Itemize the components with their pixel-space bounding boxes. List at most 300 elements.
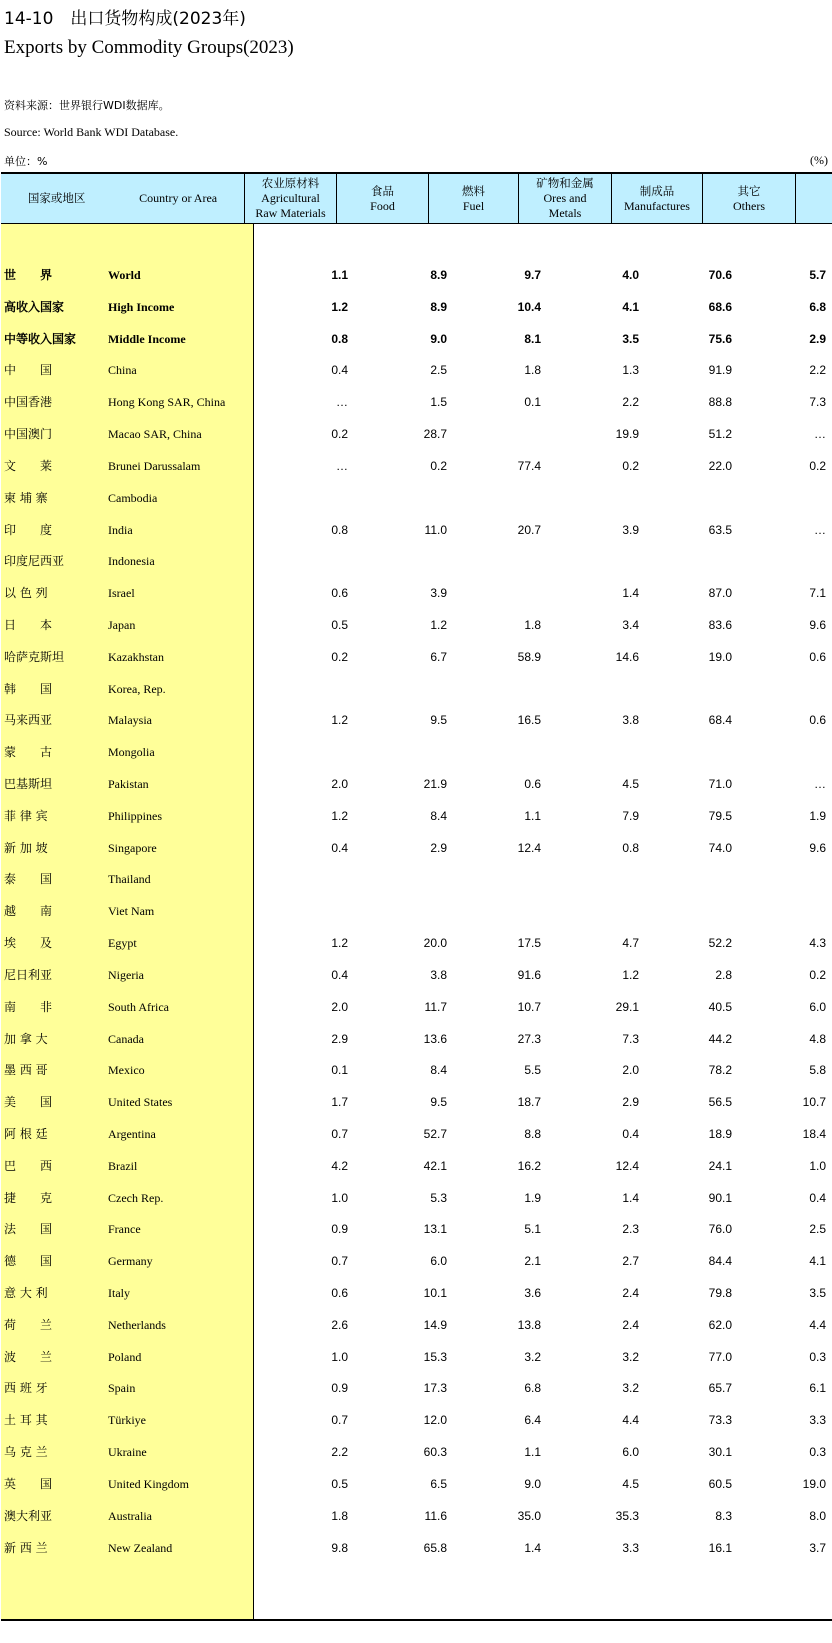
country-name-en: Poland <box>108 1349 142 1364</box>
value-cell: 3.5 <box>809 1286 826 1300</box>
value-cell: 2.5 <box>809 1222 826 1237</box>
value-cell: 0.8 <box>331 522 348 537</box>
country-name-zh: 印 度 <box>4 522 53 537</box>
value-cell: 0.4 <box>809 1190 826 1205</box>
table-row <box>0 1127 832 1159</box>
country-name-zh: 西 班 牙 <box>4 1381 48 1396</box>
header-manu-zh: 制成品 <box>639 183 675 198</box>
value-cell: 24.1 <box>708 1158 732 1173</box>
table-row <box>0 1413 832 1445</box>
value-cell: 1.0 <box>331 1190 348 1205</box>
value-cell: 2.4 <box>622 1286 639 1300</box>
table-row <box>0 586 832 618</box>
value-cell: 3.8 <box>622 713 639 728</box>
value-cell: 1.3 <box>622 363 639 378</box>
value-cell: 14.6 <box>615 649 639 664</box>
value-cell: 18.4 <box>802 1126 826 1141</box>
value-cell: 11.0 <box>424 522 447 537</box>
country-name-zh: 中国澳门 <box>4 427 53 442</box>
value-cell: 52.2 <box>708 936 732 951</box>
value-cell: 19.0 <box>708 649 732 664</box>
value-cell: 0.5 <box>331 617 348 632</box>
value-cell: 29.1 <box>615 999 639 1014</box>
value-cell: 51.2 <box>708 427 732 442</box>
value-cell: 0.8 <box>331 331 348 346</box>
value-cell: 35.0 <box>517 1508 541 1523</box>
value-cell: 2.3 <box>622 1222 639 1237</box>
value-cell: 19.9 <box>615 427 639 442</box>
value-cell: 0.9 <box>331 1381 348 1396</box>
table-row <box>0 554 832 586</box>
table-header <box>1 172 832 224</box>
value-cell: 0.2 <box>622 458 639 473</box>
country-name-zh: 乌 克 兰 <box>4 1445 48 1460</box>
header-agri-zh: 农业原材料 <box>261 176 320 190</box>
value-cell: 91.9 <box>708 363 732 378</box>
value-cell: … <box>336 458 348 473</box>
value-cell: 0.2 <box>809 458 826 473</box>
value-cell: 15.3 <box>423 1349 447 1364</box>
value-cell: 16.5 <box>517 713 541 728</box>
value-cell: 8.4 <box>430 1063 447 1078</box>
value-cell: 0.6 <box>809 713 826 728</box>
source-note-en: Source: World Bank WDI Database. <box>4 125 179 139</box>
value-cell: 7.3 <box>622 1031 639 1046</box>
value-cell: 1.9 <box>809 808 826 823</box>
country-name-zh: 中 国 <box>4 363 53 378</box>
value-cell: 5.5 <box>524 1063 541 1078</box>
header-fuel-en: Fuel <box>462 198 485 213</box>
country-name-en: Korea, Rep. <box>108 681 166 696</box>
value-cell: 0.4 <box>331 967 348 982</box>
value-cell: 5.3 <box>430 1190 447 1205</box>
value-cell: 6.0 <box>430 1254 447 1269</box>
country-name-zh: 哈萨克斯坦 <box>4 649 65 664</box>
country-name-zh: 美 国 <box>4 1095 53 1110</box>
country-name-en: Egypt <box>108 936 137 951</box>
country-name-en: Brazil <box>108 1158 138 1173</box>
value-cell: 1.1 <box>331 268 348 282</box>
country-name-en: High Income <box>108 299 175 314</box>
value-cell: 2.1 <box>524 1254 541 1269</box>
country-name-zh: 捷 克 <box>4 1190 53 1205</box>
value-cell: 21.9 <box>423 777 447 791</box>
value-cell: 42.1 <box>423 1158 447 1173</box>
table-row <box>0 1095 832 1127</box>
value-cell: 73.3 <box>708 1413 732 1428</box>
country-name-en: United Kingdom <box>108 1476 189 1491</box>
value-cell: 4.1 <box>809 1254 826 1269</box>
value-cell: 9.5 <box>430 1095 447 1110</box>
value-cell: 6.8 <box>524 1381 541 1396</box>
value-cell: 1.4 <box>622 586 639 601</box>
value-cell: 0.5 <box>331 1476 348 1491</box>
value-cell: 1.4 <box>622 1190 639 1205</box>
table-row <box>0 459 832 491</box>
value-cell: 1.0 <box>809 1158 826 1173</box>
value-cell: 90.1 <box>708 1190 732 1205</box>
table-row <box>0 1286 832 1318</box>
value-cell: 0.4 <box>622 1126 639 1141</box>
country-name-en: Ukraine <box>108 1445 147 1460</box>
country-name-en: South Africa <box>108 999 169 1014</box>
unit-label: 单位：% <box>4 155 48 168</box>
table-row <box>0 1541 832 1573</box>
header-food-en: Food <box>370 198 395 213</box>
value-cell: 3.9 <box>430 586 447 601</box>
table-row <box>0 841 832 873</box>
country-name-en: Viet Nam <box>108 904 155 919</box>
value-cell: 12.0 <box>423 1413 447 1428</box>
value-cell: 63.5 <box>708 522 732 537</box>
country-name-en: Hong Kong SAR, China <box>108 395 226 410</box>
table-row <box>0 745 832 777</box>
country-name-zh: 文 莱 <box>4 458 53 473</box>
value-cell: 3.4 <box>622 617 639 632</box>
header-ores <box>519 174 611 223</box>
value-cell: 0.2 <box>430 458 447 473</box>
country-name-en: Nigeria <box>108 967 144 982</box>
value-cell: 4.0 <box>622 268 639 282</box>
value-cell: 3.3 <box>622 1540 639 1555</box>
value-cell: 1.2 <box>622 967 639 982</box>
value-cell: 19.0 <box>802 1476 826 1491</box>
value-cell: 79.5 <box>708 808 732 823</box>
value-cell: 18.9 <box>708 1126 732 1141</box>
value-cell: 0.2 <box>331 649 348 664</box>
value-cell: 91.6 <box>517 967 541 982</box>
value-cell: 1.8 <box>331 1508 348 1523</box>
value-cell: 1.2 <box>331 299 348 314</box>
value-cell: 1.7 <box>331 1095 348 1110</box>
country-name-zh: 蒙 古 <box>4 745 53 760</box>
header-others-zh: 其它 <box>737 183 761 198</box>
value-cell: 30.1 <box>708 1445 732 1460</box>
value-cell: 9.6 <box>809 840 826 855</box>
value-cell: 1.2 <box>430 617 447 632</box>
table-row <box>0 1509 832 1541</box>
value-cell: 4.1 <box>622 299 639 314</box>
table-row <box>0 1254 832 1286</box>
country-name-zh: 马来西亚 <box>4 713 53 728</box>
value-cell: 2.9 <box>430 840 447 855</box>
table-row <box>0 491 832 523</box>
country-name-zh: 中等收入国家 <box>4 331 77 346</box>
country-name-en: Mongolia <box>108 745 155 760</box>
value-cell: 74.0 <box>708 840 732 855</box>
country-name-zh: 阿 根 廷 <box>4 1126 48 1141</box>
header-agri <box>245 174 336 223</box>
country-name-zh: 高收入国家 <box>4 299 65 314</box>
value-cell: 78.2 <box>708 1063 732 1078</box>
value-cell: 44.2 <box>708 1031 732 1046</box>
table-row <box>0 1477 832 1509</box>
table-row <box>0 682 832 714</box>
header-food-zh: 食品 <box>371 183 394 198</box>
value-cell: 56.5 <box>708 1095 732 1110</box>
country-name-zh: 韩 国 <box>4 681 53 696</box>
country-name-en: Thailand <box>108 872 151 887</box>
value-cell: 10.7 <box>802 1095 826 1110</box>
value-cell: 9.0 <box>430 331 447 346</box>
value-cell: 0.2 <box>809 967 826 982</box>
country-name-zh: 法 国 <box>4 1222 53 1237</box>
country-name-en: Brunei Darussalam <box>108 458 201 473</box>
table-bottom-rule <box>1 1619 832 1621</box>
table-row <box>0 268 832 300</box>
value-cell: 10.1 <box>423 1286 447 1300</box>
value-cell: 2.8 <box>715 967 732 982</box>
value-cell: 0.2 <box>331 427 348 442</box>
country-name-en: World <box>108 268 141 282</box>
value-cell: 8.1 <box>524 331 541 346</box>
country-name-en: New Zealand <box>108 1540 173 1555</box>
value-cell: 2.2 <box>622 395 639 410</box>
value-cell: 2.7 <box>622 1254 639 1269</box>
value-cell: 0.7 <box>331 1254 348 1269</box>
value-cell: 2.9 <box>331 1031 348 1046</box>
value-cell: 35.3 <box>615 1508 639 1523</box>
value-cell: 4.3 <box>809 936 826 951</box>
value-cell: 1.0 <box>331 1349 348 1364</box>
value-cell: 2.0 <box>331 777 348 791</box>
value-cell: 0.7 <box>331 1413 348 1428</box>
country-name-zh: 柬 埔 寨 <box>4 490 48 505</box>
value-cell: 11.6 <box>424 1508 447 1523</box>
country-name-en: Malaysia <box>108 713 152 728</box>
value-cell: 0.1 <box>524 395 541 410</box>
value-cell: 13.8 <box>517 1317 541 1332</box>
country-name-zh: 澳大利亚 <box>4 1508 53 1523</box>
value-cell: 0.6 <box>331 586 348 601</box>
value-cell: 6.7 <box>430 649 447 664</box>
value-cell: 1.8 <box>524 617 541 632</box>
country-name-zh: 新 西 兰 <box>4 1540 48 1555</box>
value-cell: 9.5 <box>430 713 447 728</box>
table-row <box>0 809 832 841</box>
value-cell: 0.4 <box>331 363 348 378</box>
table-row <box>0 1381 832 1413</box>
value-cell: 88.8 <box>708 395 732 410</box>
value-cell: 83.6 <box>708 617 732 632</box>
value-cell: 3.5 <box>622 331 639 346</box>
table-row <box>0 1032 832 1064</box>
country-name-en: Cambodia <box>108 490 158 505</box>
country-name-en: Singapore <box>108 840 157 855</box>
value-cell: 68.4 <box>708 713 732 728</box>
value-cell: 79.8 <box>708 1286 732 1300</box>
value-cell: 0.3 <box>809 1445 826 1460</box>
value-cell: 7.1 <box>809 586 826 601</box>
header-others <box>703 174 795 223</box>
country-name-zh: 南 非 <box>4 999 53 1014</box>
value-cell: 6.8 <box>809 299 826 314</box>
table-row <box>0 300 832 332</box>
country-name-en: Middle Income <box>108 331 186 346</box>
value-cell: 0.4 <box>331 840 348 855</box>
value-cell: 10.7 <box>517 999 541 1014</box>
value-cell: 71.0 <box>708 777 732 791</box>
header-ores-zh: 矿物和金属 <box>536 176 594 190</box>
value-cell: 13.6 <box>423 1031 447 1046</box>
country-name-en: Australia <box>108 1508 152 1523</box>
value-cell: 75.6 <box>708 331 732 346</box>
header-food <box>337 174 428 223</box>
value-cell: 4.8 <box>809 1031 826 1046</box>
header-manu <box>612 174 702 223</box>
country-name-zh: 泰 国 <box>4 872 53 887</box>
source-note-zh: 资料来源：世界银行WDI数据库。 <box>4 99 170 112</box>
value-cell: 8.4 <box>430 808 447 823</box>
country-name-en: Japan <box>108 617 136 632</box>
value-cell: 6.0 <box>809 999 826 1014</box>
value-cell: 9.6 <box>809 617 826 632</box>
value-cell: 3.7 <box>809 1540 826 1555</box>
value-cell: 1.8 <box>524 363 541 378</box>
table-row <box>0 1191 832 1223</box>
value-cell: 28.7 <box>423 427 447 442</box>
value-cell: 77.0 <box>708 1349 732 1364</box>
table-row <box>0 777 832 809</box>
country-name-en: Kazakhstan <box>108 649 164 664</box>
value-cell: 3.2 <box>524 1349 541 1364</box>
table-row <box>0 1445 832 1477</box>
value-cell: 77.4 <box>517 458 541 473</box>
value-cell: 9.8 <box>331 1540 348 1555</box>
value-cell: 65.7 <box>708 1381 732 1396</box>
value-cell: 2.4 <box>622 1317 639 1332</box>
table-row <box>0 713 832 745</box>
table-body <box>0 268 832 1572</box>
value-cell: 6.4 <box>524 1413 541 1428</box>
header-agri-en1: Agricultural <box>261 191 320 205</box>
value-cell: … <box>814 522 826 537</box>
value-cell: 10.4 <box>517 299 541 314</box>
value-cell: 0.6 <box>331 1286 348 1300</box>
country-name-en: Czech Rep. <box>108 1190 164 1205</box>
value-cell: 17.5 <box>517 936 541 951</box>
value-cell: 1.2 <box>331 713 348 728</box>
value-cell: 62.0 <box>708 1317 732 1332</box>
value-cell: 1.2 <box>331 808 348 823</box>
value-cell: … <box>336 395 348 410</box>
country-name-zh: 巴 西 <box>4 1158 53 1173</box>
value-cell: 5.1 <box>524 1222 541 1237</box>
value-cell: 52.7 <box>423 1126 447 1141</box>
value-cell: 5.7 <box>809 268 826 282</box>
country-name-zh: 印度尼西亚 <box>4 554 65 569</box>
table-row <box>0 1000 832 1032</box>
value-cell: 2.6 <box>331 1317 348 1332</box>
value-cell: 5.8 <box>809 1063 826 1078</box>
value-cell: 60.5 <box>708 1476 732 1491</box>
value-cell: … <box>814 427 826 442</box>
country-name-en: Mexico <box>108 1063 145 1078</box>
country-name-zh: 波 兰 <box>4 1349 53 1364</box>
country-name-zh: 土 耳 其 <box>4 1413 48 1428</box>
value-cell: 40.5 <box>708 999 732 1014</box>
country-name-en: Germany <box>108 1254 153 1269</box>
value-cell: 2.2 <box>331 1445 348 1460</box>
value-cell: 87.0 <box>708 586 732 601</box>
value-cell: 1.9 <box>524 1190 541 1205</box>
value-cell: 6.5 <box>430 1476 447 1491</box>
value-cell: 4.5 <box>622 1476 639 1491</box>
value-cell: 2.9 <box>809 331 826 346</box>
table-row <box>0 618 832 650</box>
value-cell: 76.0 <box>708 1222 732 1237</box>
table-row <box>0 363 832 395</box>
value-cell: 8.9 <box>430 299 447 314</box>
country-name-zh: 埃 及 <box>4 936 53 951</box>
country-name-en: United States <box>108 1095 173 1110</box>
value-cell: 60.3 <box>423 1445 447 1460</box>
value-cell: 8.3 <box>715 1508 732 1523</box>
value-cell: 65.8 <box>423 1540 447 1555</box>
value-cell: 7.9 <box>622 808 639 823</box>
value-cell: 4.4 <box>809 1317 826 1332</box>
country-name-zh: 德 国 <box>4 1254 53 1269</box>
country-name-en: Italy <box>108 1286 130 1300</box>
country-name-zh: 巴基斯坦 <box>4 777 53 791</box>
value-cell: 2.0 <box>331 999 348 1014</box>
value-cell: 8.9 <box>430 268 447 282</box>
value-cell: 2.5 <box>430 363 447 378</box>
table-row <box>0 523 832 555</box>
value-cell: 84.4 <box>708 1254 732 1269</box>
table-row <box>0 332 832 364</box>
header-country-en: Country or Area <box>139 191 218 205</box>
header-country <box>1 174 244 223</box>
value-cell: 8.0 <box>809 1508 826 1523</box>
country-name-en: Indonesia <box>108 554 155 569</box>
country-name-en: Macao SAR, China <box>108 427 202 442</box>
value-cell: 3.2 <box>622 1381 639 1396</box>
value-cell: 2.2 <box>809 363 826 378</box>
percent-label: (%) <box>810 153 828 167</box>
value-cell: 0.6 <box>524 777 541 791</box>
value-cell: 18.7 <box>517 1095 541 1110</box>
header-manu-en: Manufactures <box>624 198 690 213</box>
value-cell: 16.2 <box>517 1158 541 1173</box>
country-name-en: Pakistan <box>108 777 149 791</box>
value-cell: 3.6 <box>524 1286 541 1300</box>
value-cell: 0.8 <box>622 840 639 855</box>
value-cell: 13.1 <box>423 1222 447 1237</box>
value-cell: 4.2 <box>331 1158 348 1173</box>
country-name-zh: 越 南 <box>4 904 53 919</box>
value-cell: 6.1 <box>809 1381 826 1396</box>
value-cell: 4.7 <box>622 936 639 951</box>
value-cell: 12.4 <box>615 1158 639 1173</box>
value-cell: 14.9 <box>423 1317 447 1332</box>
value-cell: 2.9 <box>622 1095 639 1110</box>
value-cell: 2.0 <box>622 1063 639 1078</box>
value-cell: 17.3 <box>423 1381 447 1396</box>
table-row <box>0 872 832 904</box>
country-name-zh: 以 色 列 <box>4 586 48 601</box>
country-name-zh: 墨 西 哥 <box>4 1063 48 1078</box>
value-cell: 1.2 <box>331 936 348 951</box>
table-row <box>0 1350 832 1382</box>
table-row <box>0 650 832 682</box>
header-fuel-zh: 燃料 <box>462 183 485 198</box>
table-row <box>0 395 832 427</box>
country-name-en: Spain <box>108 1381 136 1396</box>
table-row <box>0 936 832 968</box>
country-name-en: France <box>108 1222 141 1237</box>
value-cell: 68.6 <box>708 299 732 314</box>
